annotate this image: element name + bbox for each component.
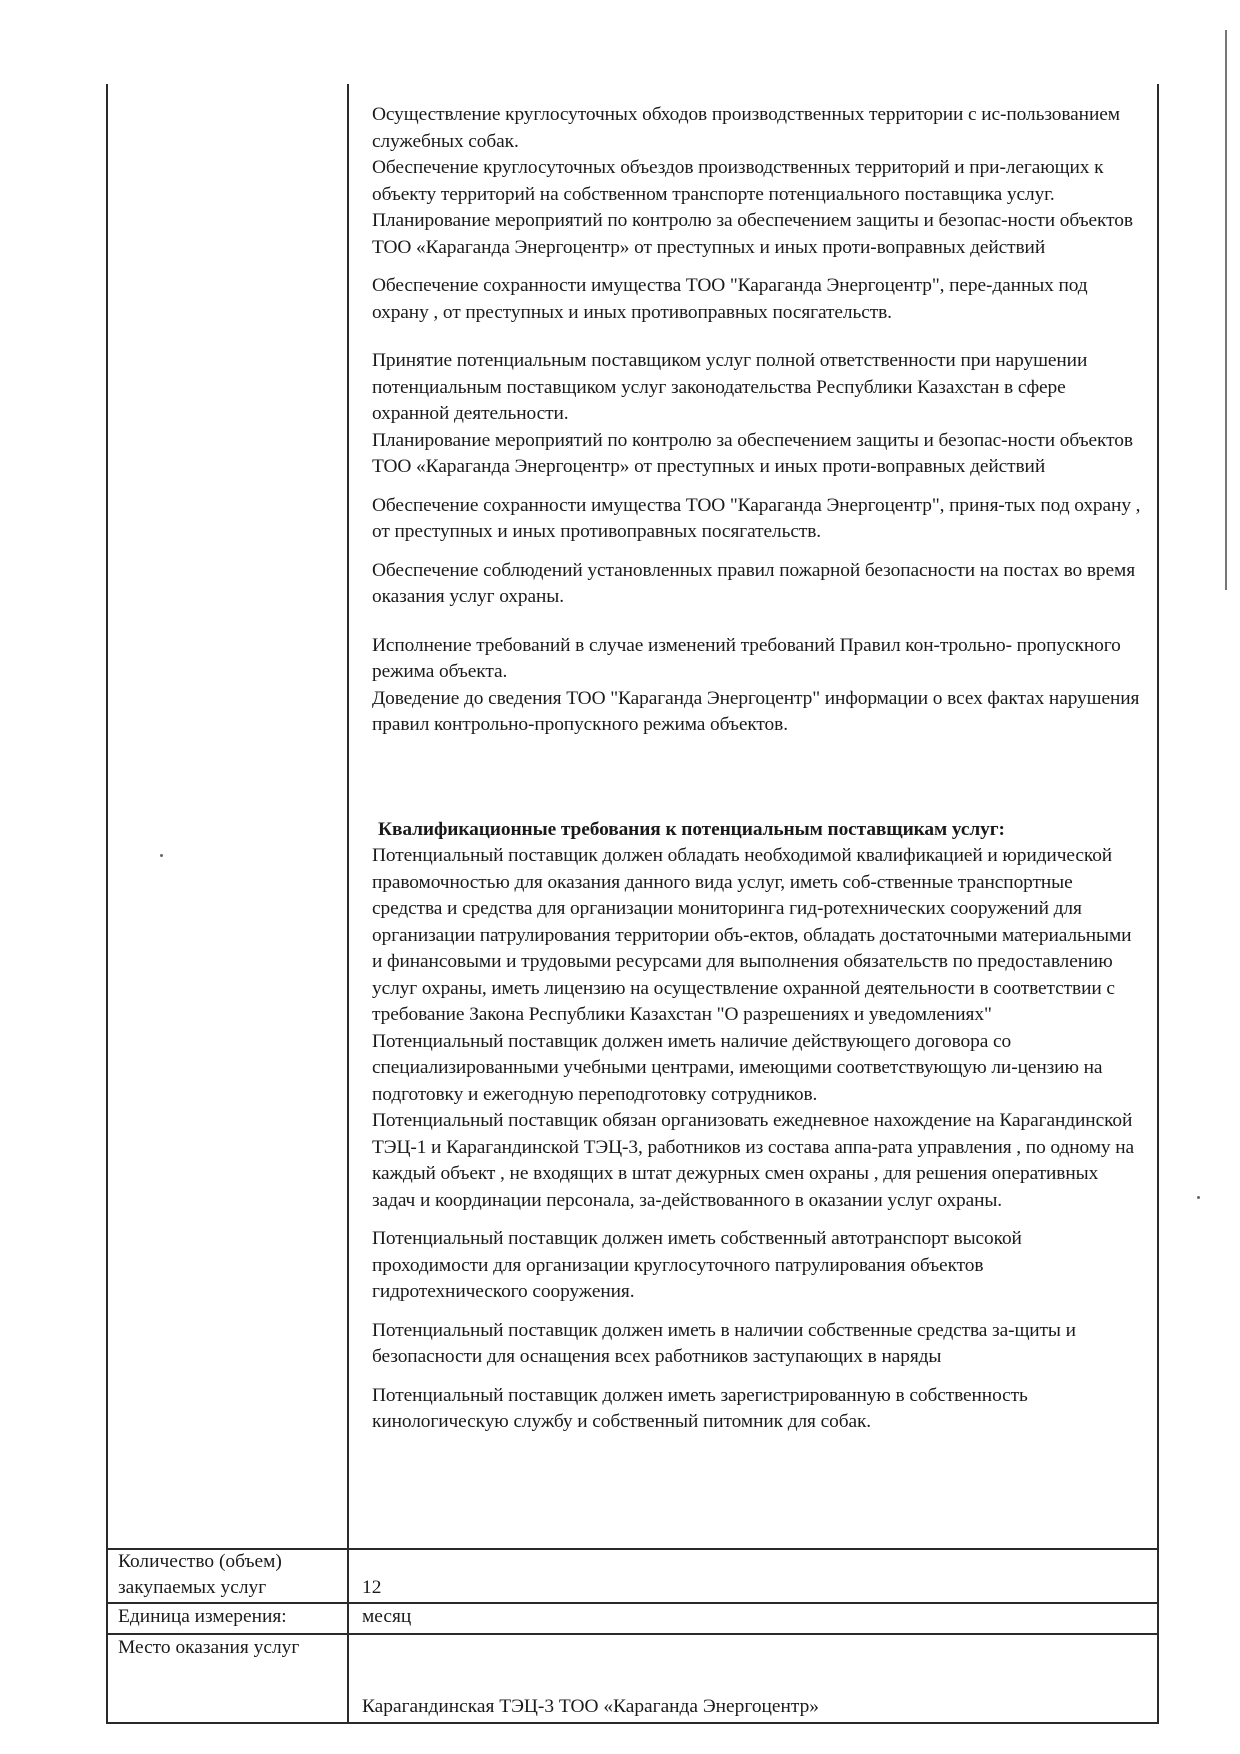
requirement-paragraph: Принятие потенциальным поставщиком услуг полной ответственности при нарушении потенциальным поставщиком услуг законодательства Республики Казахстан в сфере охранной деятельности. <box>372 350 1088 424</box>
quantity-label: закупаемых услуг <box>118 1577 267 1598</box>
requirements-text-block <box>372 102 1142 1436</box>
table-right-border <box>1157 84 1159 1724</box>
place-value: Карагандинская ТЭЦ-3 ТОО «Караганда Энергоцентр» <box>362 1696 819 1717</box>
requirement-paragraph: Планирование мероприятий по контролю за обеспечением защиты и безопас-ности объектов ТОО «Караганда Энергоцентр» от преступных и иных проти-воправных действий <box>372 210 1133 258</box>
requirement-paragraph: Доведение до сведения ТОО "Караганда Энергоцентр" информации о всех фактах нарушения правил контрольно-пропускного режима объектов. <box>372 687 1140 735</box>
scan-edge-mark <box>1225 30 1227 590</box>
qualification-paragraph: Потенциальный поставщик должен иметь зарегистрированную в собственность кинологическую службу и собственный питомник для собак. <box>372 1384 1028 1432</box>
quantity-value: 12 <box>362 1577 382 1598</box>
scan-speck <box>160 854 163 857</box>
unit-label: Единица измерения: <box>118 1606 287 1627</box>
qualification-paragraph: Потенциальный поставщик должен обладать необходимой квалификацией и юридической правомочностью для оказания данного вида услуг, иметь соб-ственные транспортные средства и средства для организации мониторинга гид-ротехнических сооружений для организации патрулирования территории объ-ектов, обладать достаточными материальными и финансовыми и трудовыми ресурсами для выполнения обязательств по предоставлению услуг охраны, иметь лицензию на осуществление охранной деятельности в соответствии с требование Закона Республики Казахстан "О разрешениях и уведомлениях" <box>372 845 1132 1025</box>
place-label: Место оказания услуг <box>118 1637 300 1658</box>
requirement-paragraph: Обеспечение сохранности имущества ТОО "Караганда Энергоцентр", пере-данных под охрану , от преступных и иных противоправных посягательств. <box>372 275 1088 323</box>
requirement-paragraph: Исполнение требований в случае изменений требований Правил кон-трольно- пропускного режима объекта. <box>372 634 1121 682</box>
requirement-paragraph: Планирование мероприятий по контролю за обеспечением защиты и безопас-ности объектов ТОО «Караганда Энергоцентр» от преступных и иных проти-воправных действий <box>372 429 1133 477</box>
requirement-paragraph: Обеспечение круглосуточных объездов производственных территорий и при-легающих к объекту территорий на собственном транспорте потенциального поставщика услуг. <box>372 157 1104 205</box>
quantity-label: Количество (объем) <box>118 1551 282 1572</box>
requirement-paragraph: Осуществление круглосуточных обходов производственных территории с ис-пользованием служебных собак. <box>372 104 1120 152</box>
requirement-paragraph: Обеспечение сохранности имущества ТОО "Караганда Энергоцентр", приня-тых под охрану , от преступных и иных противоправных посягательств. <box>372 494 1141 542</box>
unit-value: месяц <box>362 1606 412 1627</box>
qualification-paragraph: Потенциальный поставщик должен иметь собственный автотранспорт высокой проходимости для организации круглосуточного патрулирования объектов гидротехнического сооружения. <box>372 1228 1022 1302</box>
table-middle-border <box>347 84 349 1724</box>
qualification-heading: Квалификационные требования к потенциальным поставщикам услуг: <box>378 818 1005 840</box>
table-left-border <box>106 84 108 1724</box>
qualification-paragraph: Потенциальный поставщик должен иметь наличие действующего договора со специализированными учебными центрами, имеющими соответствующую ли-цензию на подготовку и ежегодную переподготовку сотрудников. <box>372 1030 1103 1105</box>
requirement-paragraph: Обеспечение соблюдений установленных правил пожарной безопасности на постах во время оказания услуг охраны. <box>372 559 1136 607</box>
qualification-paragraph: Потенциальный поставщик обязан организовать ежедневное нахождение на Карагандинской ТЭЦ-1 и Карагандинской ТЭЦ-3, работников из состава аппа-рата управления , по одному на каждый объект , не входящих в штат дежурных смен охраны , для решения оперативных задач и координации персонала, за-действованного в оказании услуг охраны. <box>372 1110 1135 1211</box>
qualification-paragraph: Потенциальный поставщик должен иметь в наличии собственные средства за-щиты и безопасности для оснащения всех работников заступающих в наряды <box>372 1319 1076 1367</box>
scan-speck <box>1197 1196 1200 1199</box>
table-bottom-border <box>106 1722 1159 1724</box>
